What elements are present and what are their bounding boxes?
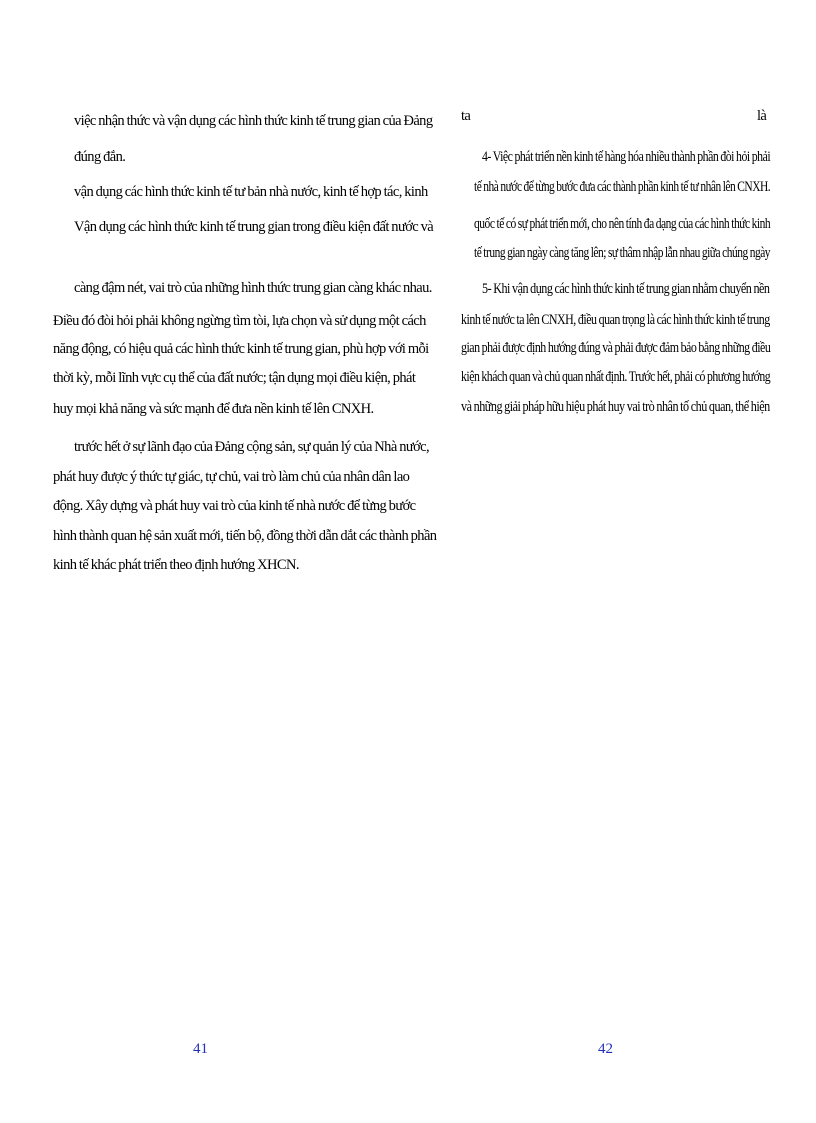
text-line: thời kỳ, mỗi lĩnh vực cụ thể của đất nước; tận dụng mọi điều kiện, phát bbox=[53, 370, 416, 386]
text-line: vận dụng các hình thức kinh tế tư bản nhà nước, kinh tế hợp tác, kinh bbox=[74, 184, 428, 200]
text-line: việc nhận thức và vận dụng các hình thức kinh tế trung gian của Đảng bbox=[74, 113, 433, 129]
text-line: tế trung gian ngày càng tăng lên; sự thâm nhập lẫn nhau giữa chúng ngày bbox=[474, 245, 771, 261]
text-line: phát huy được ý thức tự giác, tự chủ, vai trò làm chủ của nhân dân lao bbox=[53, 469, 410, 485]
text-line: kinh tế khác phát triển theo định hướng XHCN. bbox=[53, 557, 299, 573]
text-line: quốc tế có sự phát triển mới, cho nên tính đa dạng của các hình thức kinh bbox=[474, 216, 771, 232]
text-line: 4- Việc phát triển nền kinh tế hàng hóa nhiều thành phần đòi hỏi phải bbox=[482, 149, 771, 165]
text-line: đúng đắn. bbox=[74, 149, 126, 165]
text-line: năng động, có hiệu quả các hình thức kinh tế trung gian, phù hợp với mỗi bbox=[53, 341, 429, 357]
text-line: động. Xây dựng và phát huy vai trò của kinh tế nhà nước để từng bước bbox=[53, 498, 416, 514]
right-page bbox=[408, 0, 816, 1123]
text-line: 5- Khi vận dụng các hình thức kinh tế trung gian nhằm chuyển nền bbox=[482, 281, 770, 297]
text-line: càng đậm nét, vai trò của những hình thức trung gian càng khác nhau. bbox=[74, 280, 432, 296]
text-line: trước hết ở sự lãnh đạo của Đảng cộng sản, sự quản lý của Nhà nước, bbox=[74, 439, 430, 455]
text-line: Vận dụng các hình thức kinh tế trung gian trong điều kiện đất nước và bbox=[74, 219, 434, 235]
page-number: 42 bbox=[598, 1041, 613, 1057]
text-line: và những giải pháp hữu hiệu phát huy vai trò nhân tố chủ quan, thể hiện bbox=[461, 399, 770, 415]
text-line: kiện khách quan và chủ quan nhất định. Trước hết, phải có phương hướng bbox=[461, 369, 771, 385]
text-line: kinh tế nước ta lên CNXH, điều quan trọng là các hình thức kinh tế trung bbox=[461, 312, 770, 328]
text-line: là bbox=[757, 108, 767, 124]
text-line: Điều đó đòi hỏi phải không ngừng tìm tòi, lựa chọn và sử dụng một cách bbox=[53, 313, 426, 329]
text-line: ta bbox=[461, 108, 471, 124]
text-line: gian phải được định hướng đúng và phải được đảm bảo bằng những điều bbox=[461, 340, 771, 356]
page-number: 41 bbox=[193, 1041, 208, 1057]
text-line: hình thành quan hệ sản xuất mới, tiến bộ, đồng thời dẫn dắt các thành phần bbox=[53, 528, 437, 544]
text-line: huy mọi khả năng và sức mạnh để đưa nền kinh tế lên CNXH. bbox=[53, 401, 374, 417]
text-line: tế nhà nước để từng bước đưa các thành phần kinh tế tư nhân lên CNXH. bbox=[474, 179, 771, 195]
